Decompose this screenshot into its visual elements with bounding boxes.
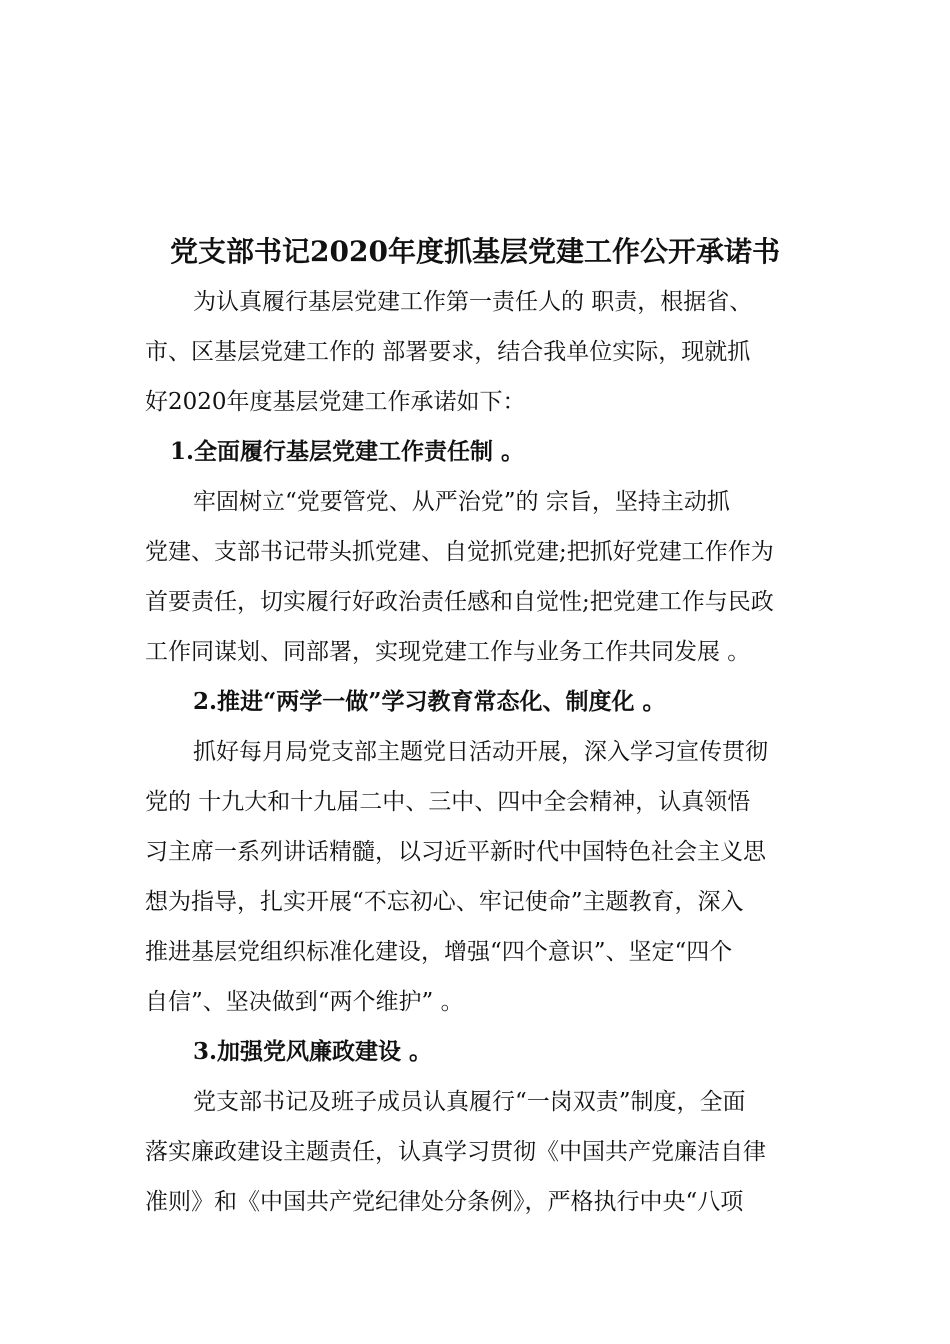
section-2-line-2: 党的 十九大和十九届二中、三中、四中全会精神，认真领悟 xyxy=(145,789,751,815)
document-title: 党支部书记2020年度抓基层党建工作公开承诺书 xyxy=(170,235,780,268)
section-1-heading: 1.全面履行基层党建工作责任制 。 xyxy=(170,438,525,465)
section-2-line-5: 推进基层党组织标准化建设，增强“四个意识”、坚定“四个 xyxy=(145,939,733,965)
section-3-line-1: 党支部书记及班子成员认真履行“一岗双责”制度，全面 xyxy=(193,1089,746,1115)
intro-line-3: 好2020年度基层党建工作承诺如下： xyxy=(145,389,526,415)
section-3-line-2: 落实廉政建设主题责任，认真学习贯彻《中国共产党廉洁自律 xyxy=(145,1139,766,1165)
section-1-line-1: 牢固树立“党要管党、从严治党”的 宗旨，坚持主动抓 xyxy=(193,489,730,515)
section-2-heading: 2.推进“两学一做”学习教育常态化、制度化 。 xyxy=(193,688,666,715)
section-2-line-3: 习主席一系列讲话精髓，以习近平新时代中国特色社会主义思 xyxy=(145,839,766,865)
section-3-line-3: 准则》和《中国共产党纪律处分条例》，严格执行中央“八项 xyxy=(145,1189,744,1215)
section-1-line-2: 党建、支部书记带头抓党建、自觉抓党建;把抓好党建工作作为 xyxy=(145,539,774,565)
section-1-line-3: 首要责任，切实履行好政治责任感和自觉性;把党建工作与民政 xyxy=(145,589,774,615)
intro-line-2: 市、区基层党建工作的 部署要求，结合我单位实际，现就抓 xyxy=(145,339,751,365)
section-1-line-4: 工作同谋划、同部署，实现党建工作与业务工作共同发展 。 xyxy=(145,639,751,665)
section-2-line-4: 想为指导，扎实开展“不忘初心、牢记使命”主题教育，深入 xyxy=(145,889,744,915)
intro-line-1: 为认真履行基层党建工作第一责任人的 职责，根据省、 xyxy=(193,289,753,315)
section-2-line-1: 抓好每月局党支部主题党日活动开展，深入学习宣传贯彻 xyxy=(193,739,768,765)
section-3-heading: 3.加强党风廉政建设 。 xyxy=(193,1038,433,1065)
section-2-line-6: 自信”、坚决做到“两个维护” 。 xyxy=(145,989,464,1015)
